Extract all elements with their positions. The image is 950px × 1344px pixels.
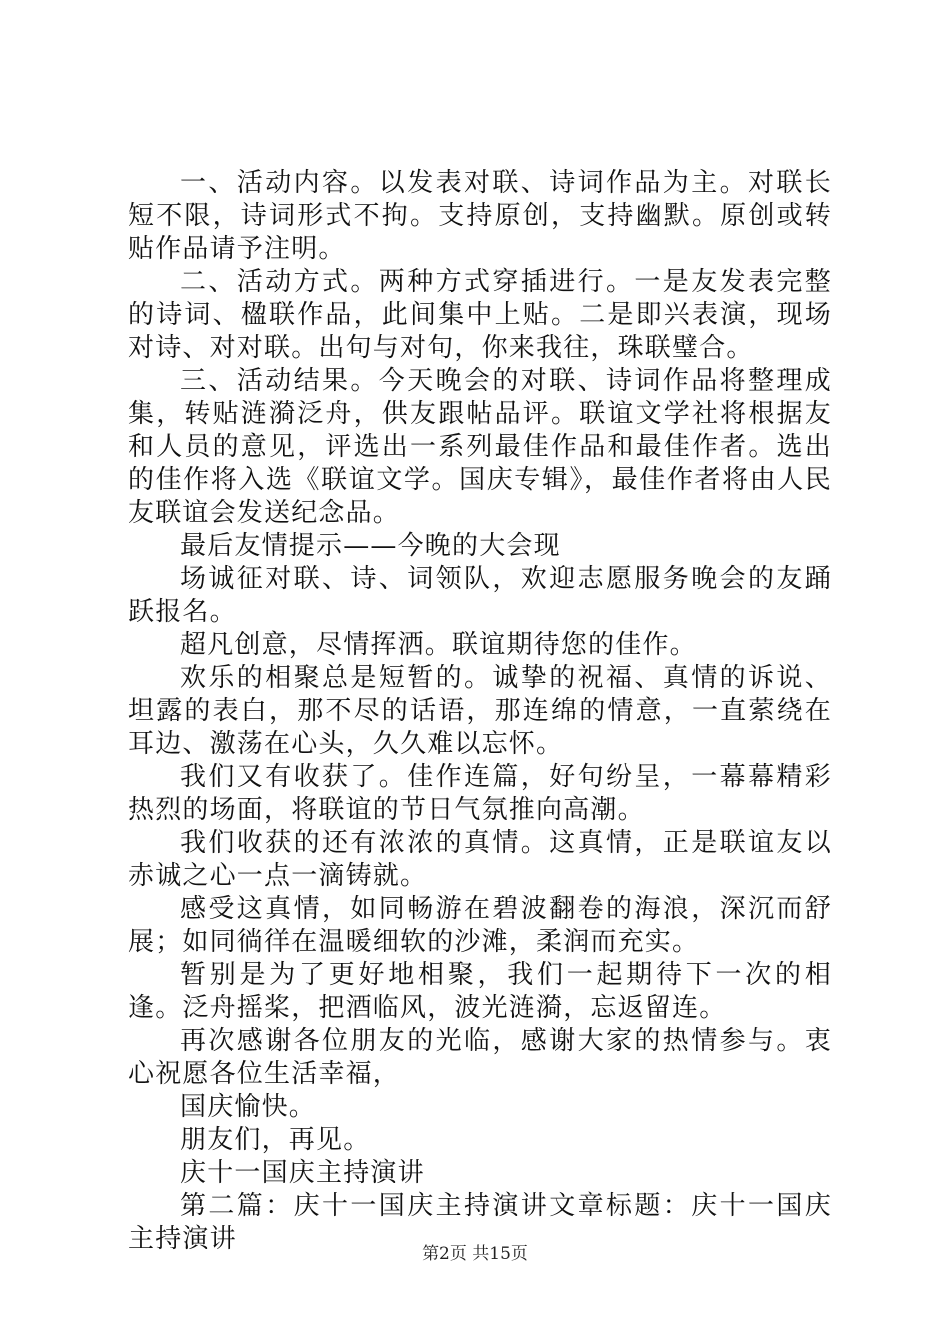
paragraph-activity-result: 三、活动结果。今天晚会的对联、诗词作品将整理成集，转贴涟漪泛舟，供友跟帖品评。联谊文学社将根据友和人员的意见，评选出一系列最佳作品和最佳作者。选出的佳作将入选《联谊文学。国庆专辑》，最佳作者将由人民友联谊会发送纪念品。 — [128, 366, 832, 528]
paragraph-friendly-reminder: 最后友情提示——今晚的大会现 — [180, 531, 561, 561]
paragraph-second-article-heading: 第二篇：庆十一国庆主持演讲文章标题：庆十一国庆主持演讲 — [128, 1191, 832, 1254]
paragraph-happy-national-day: 国庆愉快。 — [180, 1092, 317, 1122]
paragraph-true-feelings: 我们收获的还有浓浓的真情。这真情，正是联谊友以赤诚之心一点一滴铸就。 — [128, 828, 832, 891]
page-number-footer: 第2页 共15页 — [422, 1244, 528, 1264]
paragraph-gathering: 欢乐的相聚总是短暂的。诚挚的祝福、真情的诉说、坦露的表白，那不尽的话语，那连绵的情意，一直萦绕在耳边、激荡在心头，久久难以忘怀。 — [128, 663, 832, 759]
paragraph-activity-method: 二、活动方式。两种方式穿插进行。一是友发表完整的诗词、楹联作品，此间集中上贴。二是即兴表演，现场对诗、对对联。出句与对句，你来我往，珠联璧合。 — [128, 267, 832, 363]
paragraph-creativity: 超凡创意，尽情挥洒。联谊期待您的佳作。 — [180, 630, 697, 660]
paragraph-activity-content: 一、活动内容。以发表对联、诗词作品为主。对联长短不限，诗词形式不拘。支持原创，支持幽默。原创或转贴作品请予注明。 — [128, 168, 832, 264]
paragraph-goodbye: 朋友们，再见。 — [180, 1125, 371, 1155]
paragraph-harvest: 我们又有收获了。佳作连篇，好句纷呈，一幕幕精彩热烈的场面，将联谊的节日气氛推向高潮。 — [128, 762, 832, 825]
paragraph-recruit-leaders: 场诚征对联、诗、词领队，欢迎志愿服务晚会的友踊跃报名。 — [128, 564, 832, 627]
document-body — [128, 167, 832, 1256]
paragraph-farewell: 暂别是为了更好地相聚，我们一起期待下一次的相逢。泛舟摇桨，把酒临风，波光涟漪，忘返留连。 — [128, 960, 832, 1023]
paragraph-speech-title: 庆十一国庆主持演讲 — [180, 1158, 425, 1188]
paragraph-feel-sincerity: 感受这真情，如同畅游在碧波翻卷的海浪，深沉而舒展；如同徜徉在温暖细软的沙滩，柔润而充实。 — [128, 894, 832, 957]
paragraph-thanks: 再次感谢各位朋友的光临，感谢大家的热情参与。衷心祝愿各位生活幸福， — [128, 1026, 832, 1089]
